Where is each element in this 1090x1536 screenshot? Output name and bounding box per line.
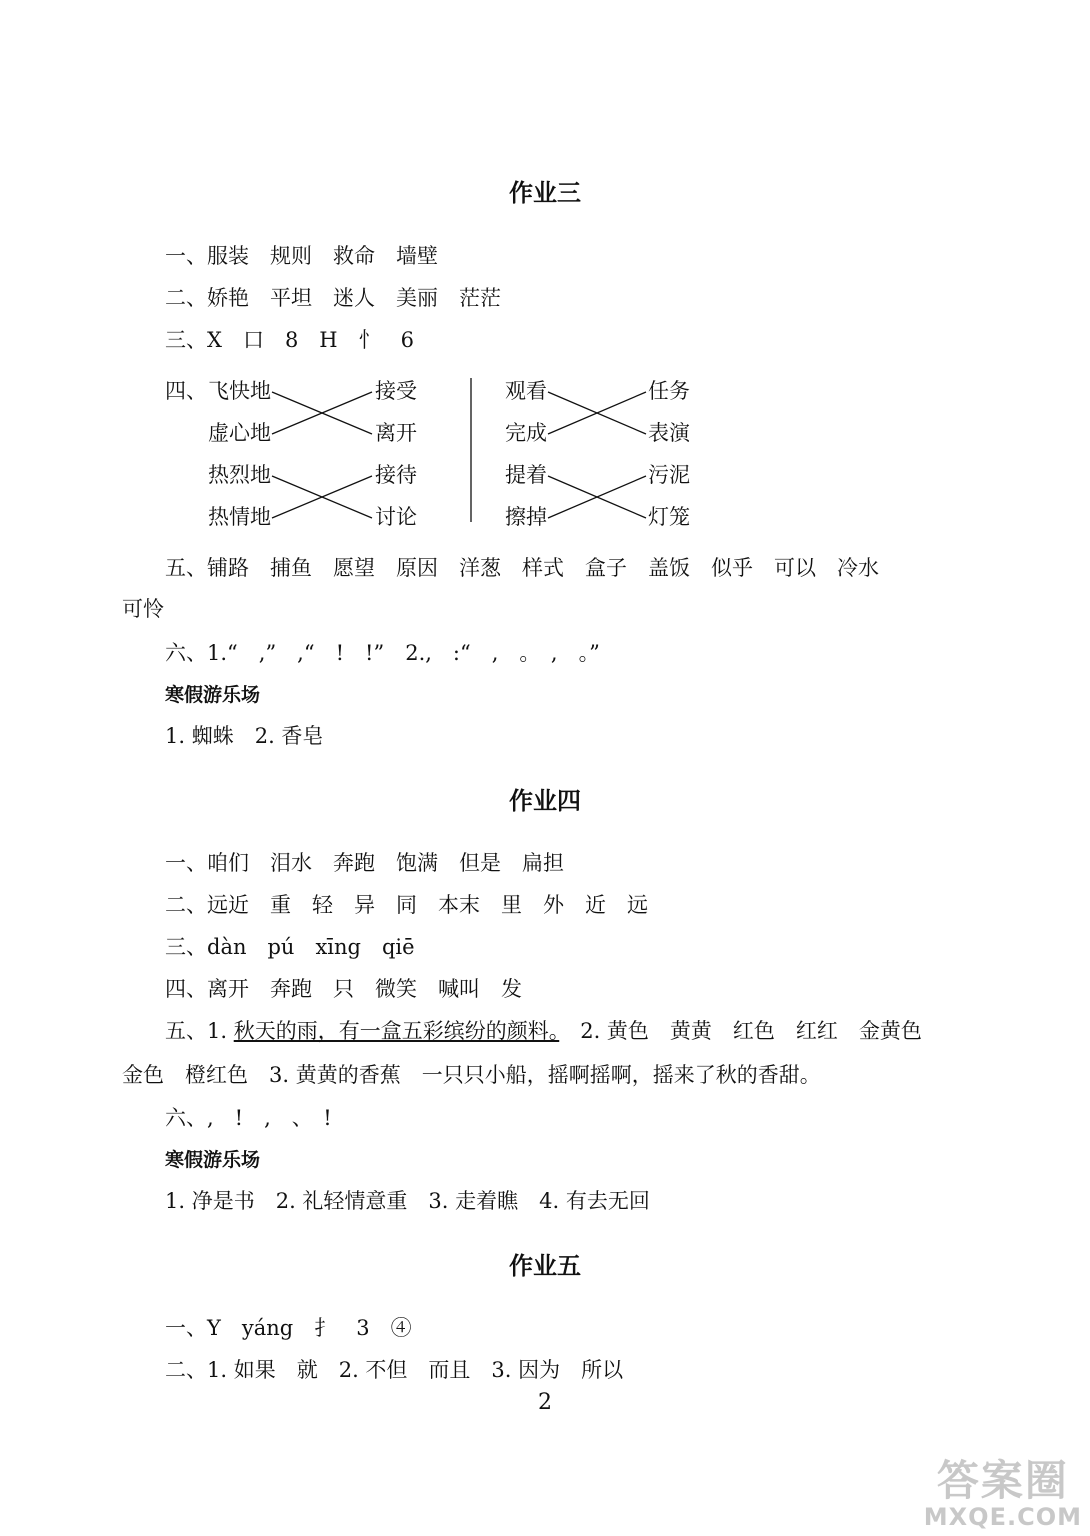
match-right-b-1: 任务: [648, 379, 690, 403]
hw3-q5-line2: 可怜: [122, 597, 164, 621]
hw3-q1: 一、服装 规则 救命 墙壁: [165, 244, 438, 268]
hw3-q4-label: 四、: [165, 379, 207, 403]
hw5-q1: 一、Y yáng 扌 3 ④: [165, 1316, 412, 1340]
section-title-hw3: 作业三: [509, 179, 581, 207]
match-right-b-4: 灯笼: [648, 505, 690, 529]
matching-lines: [0, 0, 1090, 600]
hw4-q5-underlined: 秋天的雨，有一盒五彩缤纷的颜料。: [233, 1019, 560, 1043]
match-left-1: 飞快地: [208, 379, 271, 403]
match-left-2: 虚心地: [208, 421, 271, 445]
hw3-fun-answers: 1. 蜘蛛 2. 香皂: [165, 724, 324, 748]
hw3-fun-title: 寒假游乐场: [165, 684, 261, 706]
watermark-logo: [924, 1458, 1082, 1530]
hw4-q5-line1: [165, 1016, 922, 1046]
page-number: 2: [538, 1390, 552, 1415]
hw4-q4: 四、离开 奔跑 只 微笑 喊叫 发: [165, 977, 522, 1001]
hw3-q3: 三、X 口 8 H 忄 6: [165, 328, 414, 352]
hw3-q6: 六、1.“ ,” ,“ ! !” 2., :“ , 。 , 。”: [165, 641, 600, 665]
hw4-q5-prefix: 五、1.: [165, 1019, 234, 1043]
hw3-q2: 二、娇艳 平坦 迷人 美丽 茫茫: [165, 286, 501, 310]
match-mid-1: 接受: [375, 379, 417, 403]
match-mid-2: 离开: [375, 421, 417, 445]
hw4-q2: 二、远近 重 轻 异 同 本末 里 外 近 远: [165, 893, 648, 917]
match-left-4: 热情地: [208, 505, 271, 529]
match-mid-4: 讨论: [375, 505, 417, 529]
match-right-a-3: 提着: [505, 463, 547, 487]
match-right-b-3: 污泥: [648, 463, 690, 487]
section-title-hw5: 作业五: [509, 1252, 581, 1280]
watermark-top-text: 答案圈: [936, 1456, 1069, 1505]
hw3-q5-line1: 五、铺路 捕鱼 愿望 原因 洋葱 样式 盒子 盖饭 似乎 可以 冷水: [165, 556, 879, 580]
section-title-hw4: 作业四: [509, 787, 581, 815]
hw5-q2: 二、1. 如果 就 2. 不但 而且 3. 因为 所以: [165, 1358, 624, 1382]
match-right-a-4: 擦掉: [505, 505, 547, 529]
watermark-bottom-text: MXQE.COM: [923, 1503, 1082, 1531]
hw4-q1: 一、咱们 泪水 奔跑 饱满 但是 扁担: [165, 851, 564, 875]
match-right-a-1: 观看: [505, 379, 547, 403]
match-right-a-2: 完成: [505, 421, 547, 445]
match-left-3: 热烈地: [208, 463, 271, 487]
hw4-q3: 三、dàn pú xīng qiē: [165, 935, 415, 959]
hw4-q5-line2: 金色 橙红色 3. 黄黄的香蕉 一只只小船，摇啊摇啊，摇来了秋的香甜。: [122, 1063, 821, 1087]
hw4-fun-title: 寒假游乐场: [165, 1149, 261, 1171]
match-right-b-2: 表演: [648, 421, 690, 445]
hw4-fun-answers: 1. 净是书 2. 礼轻情意重 3. 走着瞧 4. 有去无回: [165, 1189, 650, 1213]
match-mid-3: 接待: [375, 463, 417, 487]
hw4-q6: 六、, ! , 、 !: [165, 1106, 332, 1130]
hw4-q5-rest: 2. 黄色 黄黄 红色 红红 金黄色: [559, 1019, 922, 1043]
